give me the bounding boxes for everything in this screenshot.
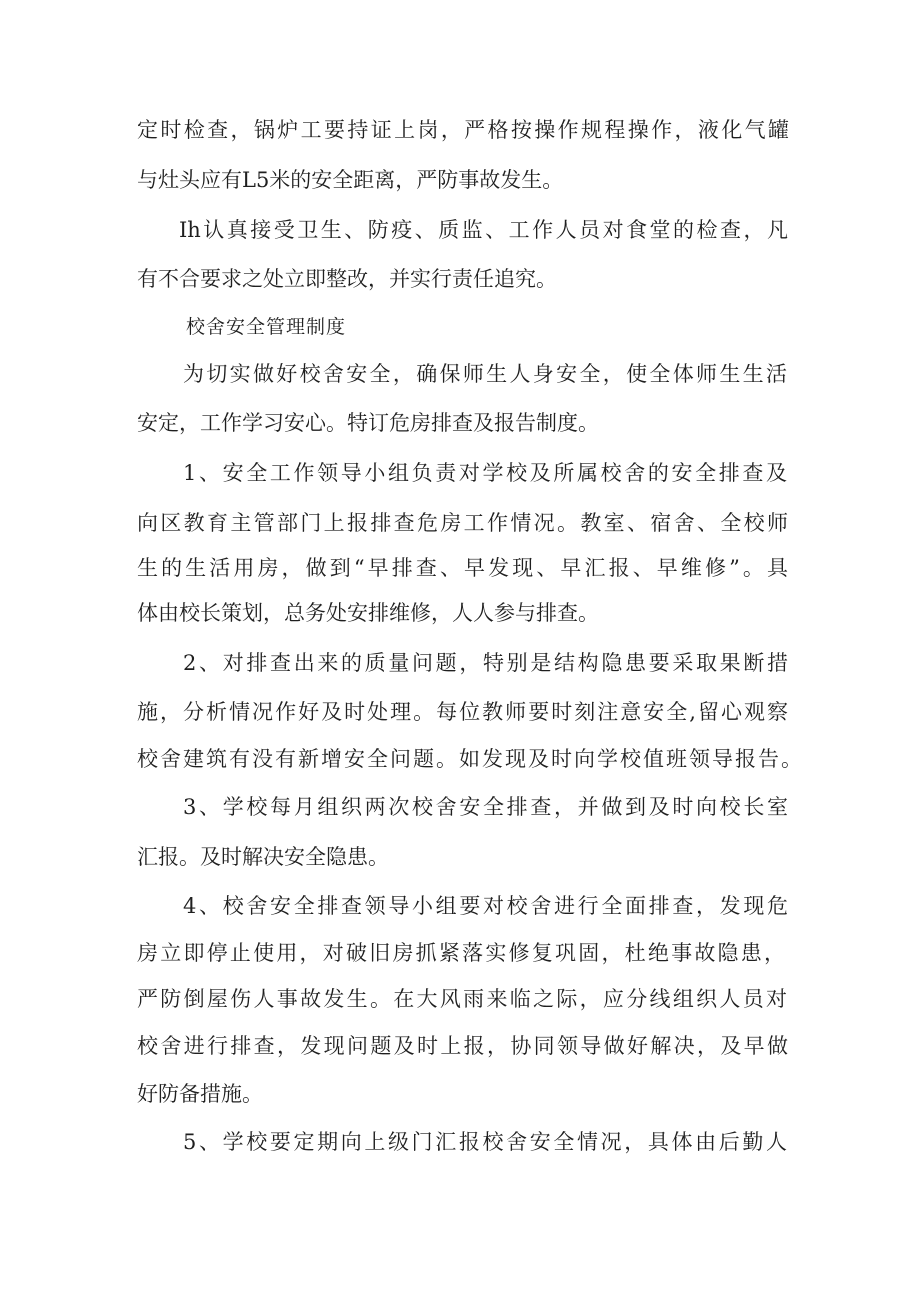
section-heading: 校舍安全管理制度 — [186, 316, 347, 338]
text-line: 汇报。及时解决安全隐患。 — [137, 845, 389, 869]
text-line: 有不合要求之处立即整改，并实行责任追究。 — [137, 267, 557, 291]
text-line: 2、对排查出来的质量问题，特别是结构隐患要采取果断措 — [183, 651, 788, 675]
text-line: 3、学校每月组织两次校舍安全排查，并做到及时向校长室 — [183, 795, 788, 819]
text-line: 4、校舍安全排查领导小组要对校舍进行全面排查，发现危 — [183, 894, 788, 918]
text-line: 好防备措施。 — [137, 1082, 263, 1106]
text-line: 1、安全工作领导小组负责对学校及所属校舍的安全排查及 — [183, 461, 787, 485]
text-line: 严防倒屋伤人事故发生。在大风雨来临之际，应分线组织人员对 — [137, 987, 787, 1011]
text-line: 生的生活用房，做到“早排查、早发现、早汇报、早维修”。具 — [137, 556, 788, 580]
text-line: 定时检查，锅炉工要持证上岗，严格按操作规程操作，液化气罐 — [137, 118, 789, 142]
text-line: 为切实做好校舍安全，确保师生人身安全，使全体师生生活 — [183, 362, 787, 386]
text-line: 与灶头应有L5米的安全距离，严防事故发生。 — [137, 168, 564, 192]
text-line: 房立即停止使用，对破旧房抓紧落实修复巩固，杜绝事故隐患， — [137, 941, 785, 965]
text-line: 向区教育主管部门上报排查危房工作情况。教室、宿舍、全校师 — [137, 511, 788, 535]
text-line: 校舍建筑有没有新增安全问题。如发现及时向学校值班领导报告。 — [137, 747, 802, 771]
text-line: 施，分析情况作好及时处理。每位教师要时刻注意安全,留心观察 — [137, 700, 788, 724]
text-line: 校舍进行排查，发现问题及时上报，协同领导做好解决，及早做 — [137, 1034, 788, 1058]
text-line: Ih认真接受卫生、防疫、质监、工作人员对食堂的检查，凡 — [179, 218, 788, 242]
text-line: 体由校长策划，总务处安排维修，人人参与排查。 — [137, 601, 599, 625]
text-line: 5、学校要定期向上级门汇报校舍安全情况，具体由后勤人 — [183, 1130, 787, 1154]
text-line: 安定，工作学习安心。特订危房排查及报告制度。 — [137, 411, 599, 435]
